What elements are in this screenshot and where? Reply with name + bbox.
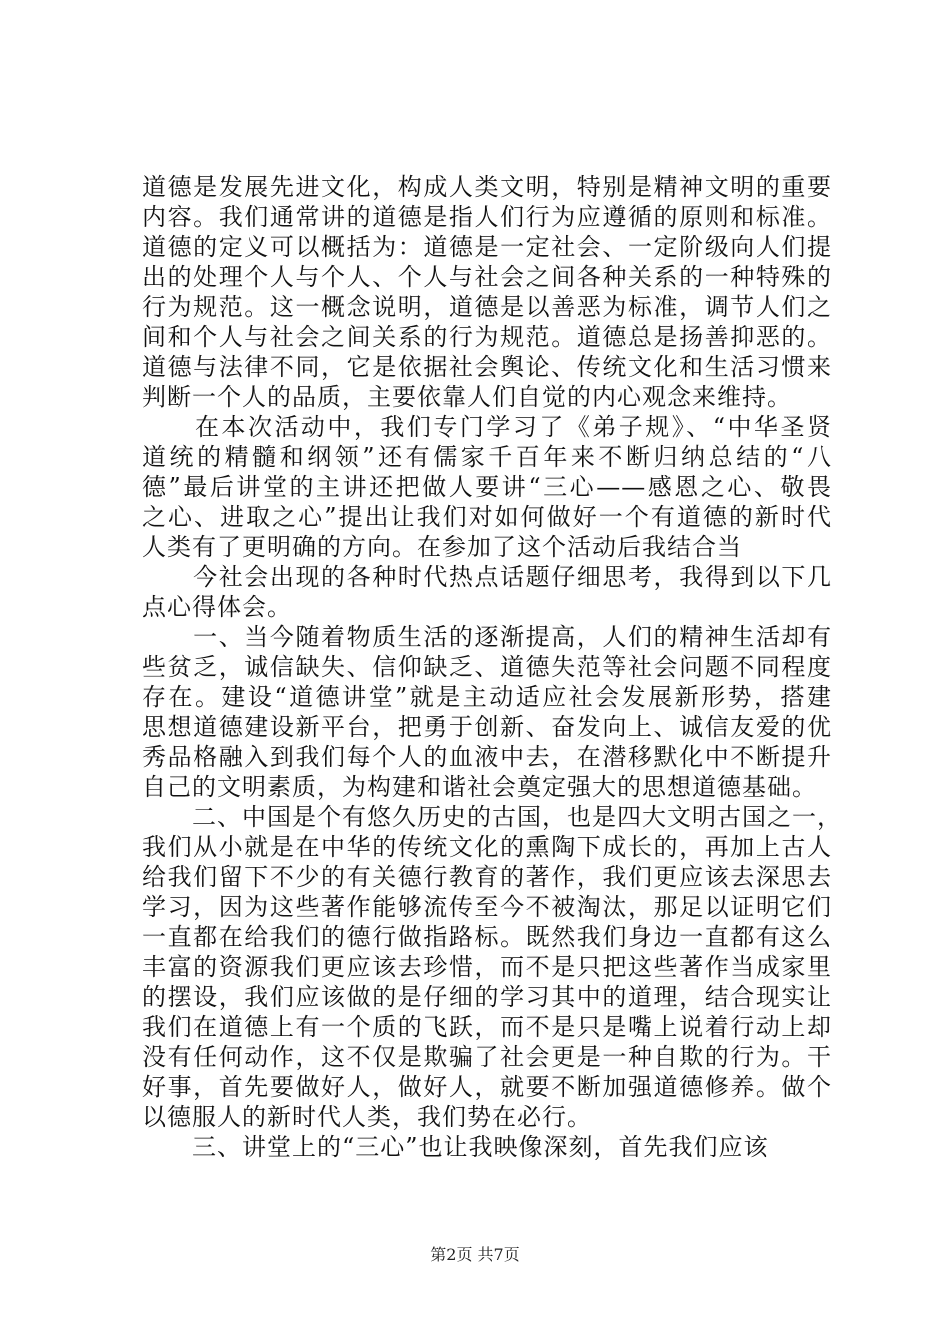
text-line: 些贫乏，诚信缺失、信仰缺乏、道德失范等社会问题不同程度 xyxy=(142,653,832,681)
text-line: 在本次活动中，我们专门学习了《弟子规》、“中华圣贤 xyxy=(142,413,832,441)
text-line: 三、讲堂上的“三心”也让我映像深刻，首先我们应该 xyxy=(142,1133,769,1161)
text-line: 之心、进取之心”提出让我们对如何做好一个有道德的新时代 xyxy=(142,503,832,531)
text-line: 好事，首先要做好人，做好人，就要不断加强道德修养。做个 xyxy=(142,1073,832,1101)
text-line: 二、中国是个有悠久历史的古国，也是四大文明古国之一， xyxy=(142,803,842,831)
text-line: 行为规范。这一概念说明，道德是以善恶为标准，调节人们之 xyxy=(142,293,832,321)
page-footer: 第2页 共7页 xyxy=(430,1245,520,1264)
text-line: 道德是发展先进文化，构成人类文明，特别是精神文明的重要 xyxy=(142,173,832,201)
text-line: 道德与法律不同，它是依据社会舆论、传统文化和生活习惯来 xyxy=(142,353,832,381)
text-line: 没有任何动作，这不仅是欺骗了社会更是一种自欺的行为。干 xyxy=(142,1043,832,1071)
text-line: 我们从小就是在中华的传统文化的熏陶下成长的，再加上古人 xyxy=(142,833,832,861)
text-line: 内容。我们通常讲的道德是指人们行为应遵循的原则和标准。 xyxy=(142,203,832,231)
text-line: 学习，因为这些著作能够流传至今不被淘汰，那足以证明它们 xyxy=(142,893,832,921)
text-line: 的摆设，我们应该做的是仔细的学习其中的道理，结合现实让 xyxy=(142,983,832,1011)
text-line: 道统的精髓和纲领”还有儒家千百年来不断归纳总结的“八 xyxy=(142,443,832,471)
text-line: 以德服人的新时代人类，我们势在必行。 xyxy=(142,1103,592,1131)
text-line: 给我们留下不少的有关德行教育的著作，我们更应该去深思去 xyxy=(142,863,832,891)
text-line: 一、当今随着物质生活的逐渐提高，人们的精神生活却有 xyxy=(142,623,832,651)
text-line: 我们在道德上有一个质的飞跃，而不是只是嘴上说着行动上却 xyxy=(142,1013,832,1041)
text-line: 丰富的资源我们更应该去珍惜，而不是只把这些著作当成家里 xyxy=(142,953,832,981)
text-line: 点心得体会。 xyxy=(142,593,292,621)
text-line: 道德的定义可以概括为：道德是一定社会、一定阶级向人们提 xyxy=(142,233,832,261)
text-line: 出的处理个人与个人、个人与社会之间各种关系的一种特殊的 xyxy=(142,263,832,291)
text-line: 间和个人与社会之间关系的行为规范。道德总是扬善抑恶的。 xyxy=(142,323,832,351)
text-line: 判断一个人的品质，主要依靠人们自觉的内心观念来维持。 xyxy=(142,383,792,411)
text-line: 秀品格融入到我们每个人的血液中去，在潜移默化中不断提升 xyxy=(142,743,832,771)
text-line: 一直都在给我们的德行做指路标。既然我们身边一直都有这么 xyxy=(142,923,832,951)
document-body xyxy=(142,172,842,1162)
text-line: 人类有了更明确的方向。在参加了这个活动后我结合当 xyxy=(142,533,742,561)
text-line: 自己的文明素质，为构建和谐社会奠定强大的思想道德基础。 xyxy=(142,773,817,801)
text-line: 德”最后讲堂的主讲还把做人要讲“三心——感恩之心、敬畏 xyxy=(142,473,832,501)
text-line: 存在。建设“道德讲堂”就是主动适应社会发展新形势，搭建 xyxy=(142,683,832,711)
text-line: 今社会出现的各种时代热点话题仔细思考，我得到以下几 xyxy=(142,563,832,591)
text-line: 思想道德建设新平台，把勇于创新、奋发向上、诚信友爱的优 xyxy=(142,713,832,741)
